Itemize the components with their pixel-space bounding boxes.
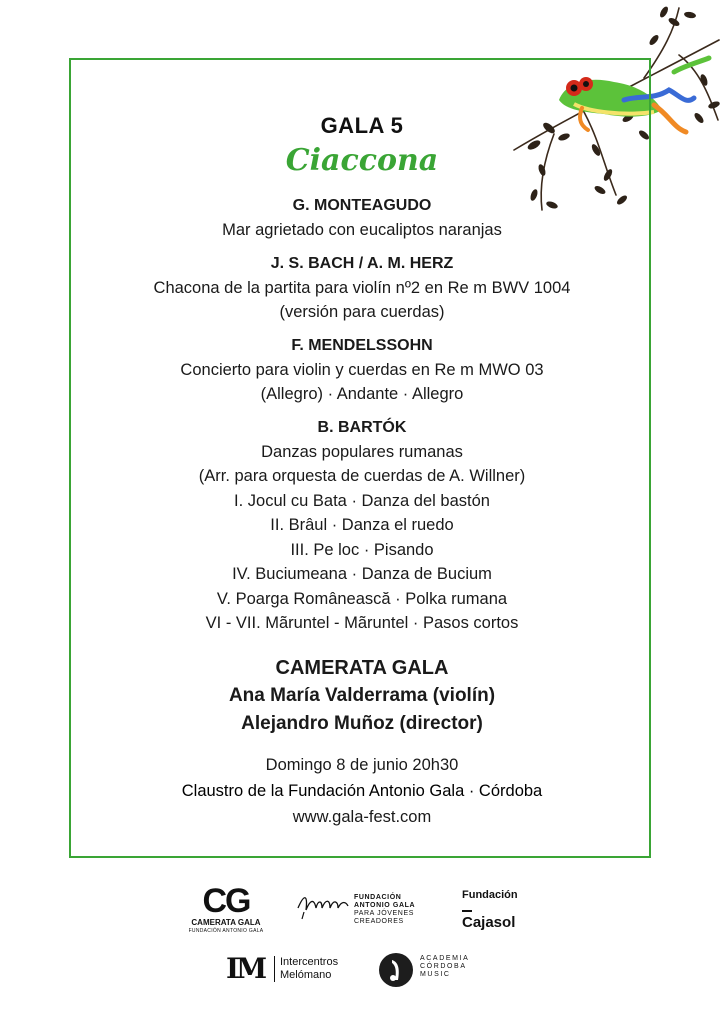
camerata-subline: FUNDACIÓN ANTONIO GALA [188,928,264,934]
academia-text [420,955,469,979]
im-divider [274,956,275,982]
composer-name: B. BARTÓK [317,418,407,436]
work-line: I. Jocul cu Bata · Danza del bastón [234,491,490,510]
work-line: Chacona de la partita para violín nº2 en Re m BWV 1004 [153,278,571,297]
fundacion-cajasol-logo [462,888,542,932]
piece-monteagudo [0,194,724,243]
ensemble-name: CAMERATA GALA [275,656,449,679]
work-line: Concierto para violin y cuerdas en Re m MWO 03 [180,360,544,379]
fundacion-gala-line: FUNDACIÓN [354,894,402,901]
fundacion-antonio-gala-logo [296,886,436,936]
event-venue: Claustro de la Fundación Antonio Gala · Córdoba [181,781,543,800]
work-line: (Arr. para orquesta de cuerdas de A. Willner) [198,467,526,485]
signature-image [296,890,350,920]
signature-icon [296,890,350,920]
cajasol-line1: Fundación [462,889,518,901]
camerata-mark: CG [202,882,250,920]
intercentros-text [280,956,338,982]
piece-bartok [0,416,724,636]
work-line: (versión para cuerdas) [279,303,445,321]
camerata-gala-logo [186,884,266,935]
cajasol-dash [462,910,472,912]
fundacion-gala-line: ANTONIO GALA [354,902,416,909]
ensemble-block [0,654,724,738]
gala-title: GALA 5 [320,113,404,138]
gala-subtitle: Ciaccona [285,143,439,178]
work-line: (Allegro) · Andante · Allegro [260,385,464,403]
intercentros-line1: Intercentros [280,956,339,968]
work-line: IV. Buciumeana · Danza de Bucium [232,565,492,583]
camerata-name: CAMERATA GALA [191,918,261,927]
performer-soloist: Ana María Valderrama (violín) [228,684,496,706]
work-line: VI - VII. Mãruntel - Mãruntel · Pasos cortos [205,614,519,632]
program-content [0,112,724,830]
im-mark: IM [226,952,265,985]
event-info [0,752,724,830]
work-line: III. Pe loc · Pisando [290,540,434,559]
event-website-link[interactable]: www.gala-fest.com [292,807,432,826]
composer-name: F. MENDELSSOHN [291,336,433,354]
intercentros-melomano-logo [226,952,346,988]
piece-list [0,194,724,636]
piece-bach [0,252,724,325]
performer-director: Alejandro Muñoz (director) [241,712,483,734]
academia-emblem-icon [378,952,414,988]
cajasol-line2: Cajasol [462,914,516,931]
academia-line: MUSIC [420,971,451,978]
academia-line: ACADEMIA [420,955,470,962]
fundacion-gala-line: PARA JÓVENES [354,910,414,917]
work-line: Mar agrietado con eucaliptos naranjas [222,221,502,239]
work-line: V. Poarga Românească · Polka rumana [216,589,508,608]
fundacion-gala-line: CREADORES [354,918,404,925]
composer-name: J. S. BACH / A. M. HERZ [270,254,454,272]
composer-name: G. MONTEAGUDO [292,197,432,214]
piece-mendelssohn [0,334,724,407]
academia-cordoba-music-logo [378,950,498,990]
work-line: II. Brâul · Danza el ruedo [270,516,454,534]
academia-line: CÓRDOBA [420,963,467,970]
fundacion-gala-text [354,894,434,926]
sponsor-logos [0,880,724,1023]
intercentros-line2: Melómano [280,969,332,981]
event-date: Domingo 8 de junio 20h30 [265,755,459,774]
work-line: Danzas populares rumanas [261,442,463,461]
